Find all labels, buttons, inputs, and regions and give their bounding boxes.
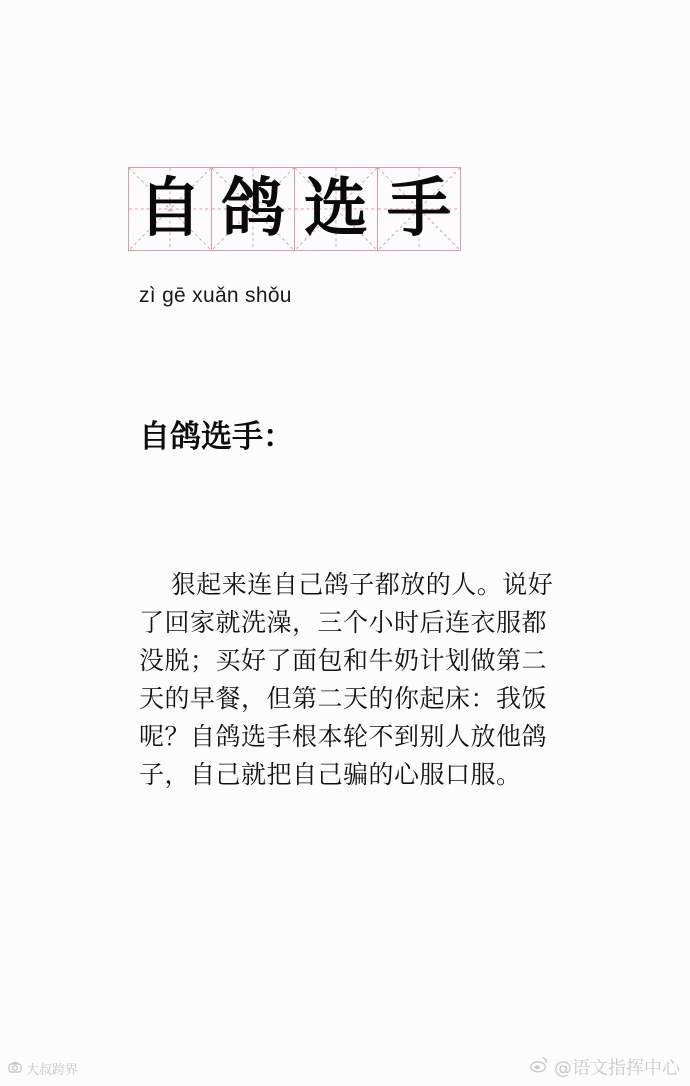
- title-grid-cell: [294, 167, 378, 251]
- definition-body: 狠起来连自己鸽子都放的人。说好了回家就洗澡，三个小时后连衣服都没脱；买好了面包和牛奶计划做第二天的早餐，但第二天的你起床：我饭呢？自鸽选手根本轮不到别人放他鸽子，自己就把自己骗的心服口服。: [139, 570, 554, 789]
- watermark-left: [8, 1059, 78, 1078]
- camera-icon: [8, 1061, 22, 1077]
- definition-heading: 自鸽选手：: [139, 419, 294, 455]
- watermark-right: [530, 1054, 680, 1080]
- title-grid-cell: [211, 167, 295, 251]
- pinyin-line: zì gē xuǎn shǒu: [139, 284, 292, 307]
- title-char: 选: [304, 171, 368, 246]
- title-grid: [128, 167, 460, 251]
- watermark-left-text: 大叔跨界: [26, 1063, 79, 1078]
- title-char: 自: [138, 171, 202, 246]
- weibo-logo-icon: [530, 1056, 548, 1079]
- title-grid-cell: [377, 167, 461, 251]
- title-char: 手: [387, 171, 451, 246]
- title-char: 鸽: [221, 171, 285, 246]
- watermark-right-text: @语文指挥中心: [554, 1058, 680, 1079]
- title-grid-cell: [128, 167, 212, 251]
